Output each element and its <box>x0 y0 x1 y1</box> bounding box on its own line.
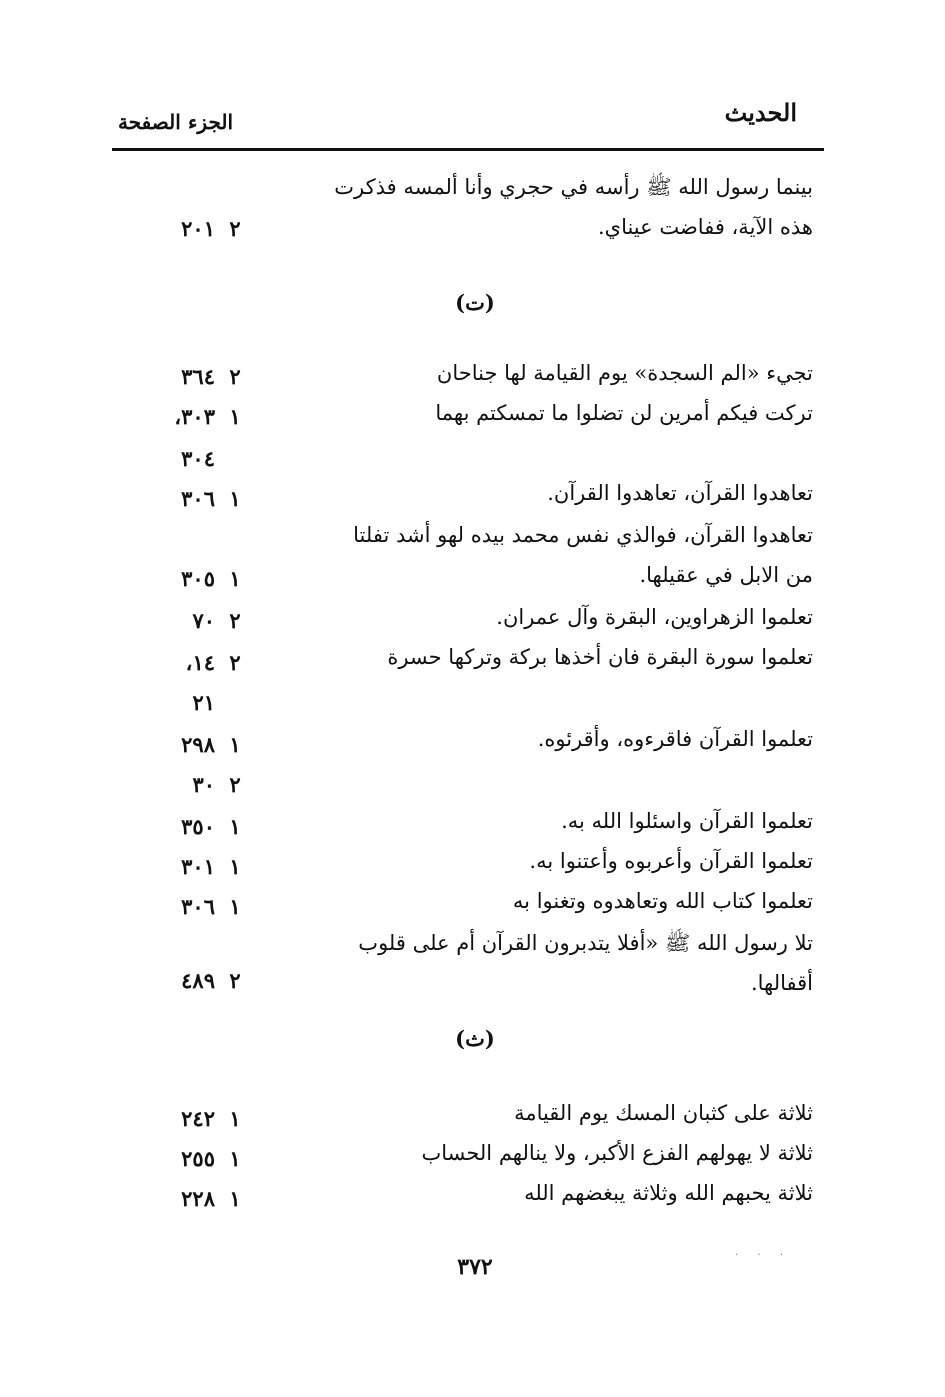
footer-page-number: ٣٧٢ <box>457 1254 493 1280</box>
hadith-line: تعلموا الزهراوين، البقرة وآل عمران. <box>496 605 813 629</box>
volume-number: ٢ <box>229 650 241 675</box>
page-number: ٢٥٥ <box>181 1146 215 1171</box>
page-number: ٣٥٠ <box>181 814 215 839</box>
volume-number: ١ <box>229 566 241 591</box>
hadith-line: من الابل في عقيلها. <box>639 563 813 587</box>
hadith-line: أقفالها. <box>750 971 813 995</box>
volume-number: ١ <box>229 894 241 919</box>
volume-number: ٢ <box>229 772 241 797</box>
page-number: ٢٤٢ <box>181 1106 215 1131</box>
hadith-line: تركت فيكم أمرين لن تضلوا ما تمسكتم بهما <box>435 401 813 425</box>
page-number: ٣٠١ <box>181 854 215 879</box>
page-number: ٣٠٦ <box>181 894 215 919</box>
volume-number: ١ <box>229 814 241 839</box>
page-number: ٢٢٨ <box>181 1186 215 1211</box>
hadith-line: تعلموا كتاب الله وتعاهدوه وتغنوا به <box>512 889 813 913</box>
page-number: ٢٠١ <box>181 216 215 241</box>
page-number: ٣٠٦ <box>181 486 215 511</box>
volume-number: ١ <box>229 1106 241 1131</box>
section-heading: (ث) <box>455 1026 495 1051</box>
hadith-line: ثلاثة لا يهولهم الفزع الأكبر، ولا ينالهم الحساب <box>421 1141 813 1165</box>
volume-number: ١ <box>229 854 241 879</box>
hadith-line: تعاهدوا القرآن، تعاهدوا القرآن. <box>547 481 813 505</box>
volume-number: ١ <box>229 486 241 511</box>
page-number: ٣٠٤ <box>181 446 215 471</box>
column-header-page: الصفحة <box>118 110 181 134</box>
hadith-line: ثلاثة على كثبان المسك يوم القيامة <box>514 1101 813 1125</box>
hadith-line: تعلموا سورة البقرة فان أخذها بركة وتركها حسرة <box>387 645 813 669</box>
page-number: ٣٠ <box>192 772 215 797</box>
hadith-line: ثلاثة يحبهم الله وثلاثة يبغضهم الله <box>524 1181 813 1205</box>
header-rule <box>112 148 824 151</box>
column-header-hadith: الحديث <box>724 98 797 127</box>
hadith-line: هذه الآية، ففاضت عيناي. <box>597 215 813 239</box>
page-number: ٤٨٩ <box>181 968 215 993</box>
page-number: ٣٠٣، <box>174 404 215 429</box>
page-number: ٧٠ <box>192 608 215 633</box>
page-number: ٣٠٥ <box>181 566 215 591</box>
hadith-line: تعاهدوا القرآن، فوالذي نفس محمد بيده لهو أشد تفلتا <box>353 523 813 547</box>
page-number: ٢١ <box>192 690 215 715</box>
hadith-line: تعلموا القرآن وأعربوه وأعتنوا به. <box>529 849 813 873</box>
hadith-line: بينما رسول الله ﷺ رأسه في حجري وأنا ألمسه فذكرت <box>334 175 813 199</box>
volume-number: ١ <box>229 1186 241 1211</box>
volume-number: ٢ <box>229 968 241 993</box>
page-number: ٣٦٤ <box>181 364 215 389</box>
hadith-line: تعلموا القرآن فاقرءوه، وأقرئوه. <box>537 727 813 751</box>
hadith-line: تجيء «الم السجدة» يوم القيامة لها جناحان <box>436 361 813 385</box>
column-header-volume: الجزء <box>188 110 233 134</box>
volume-number: ١ <box>229 1146 241 1171</box>
hadith-line: تلا رسول الله ﷺ «أفلا يتدبرون القرآن أم على قلوب <box>358 931 813 955</box>
page-number: ١٤، <box>185 650 215 675</box>
volume-number: ٢ <box>229 216 241 241</box>
page-number: ٢٩٨ <box>181 732 215 757</box>
volume-number: ٢ <box>229 608 241 633</box>
scan-specks: · · · <box>735 1250 791 1261</box>
section-heading: (ت) <box>455 290 495 315</box>
volume-number: ١ <box>229 732 241 757</box>
volume-number: ٢ <box>229 364 241 389</box>
volume-number: ١ <box>229 404 241 429</box>
hadith-line: تعلموا القرآن واسئلوا الله به. <box>561 809 813 833</box>
